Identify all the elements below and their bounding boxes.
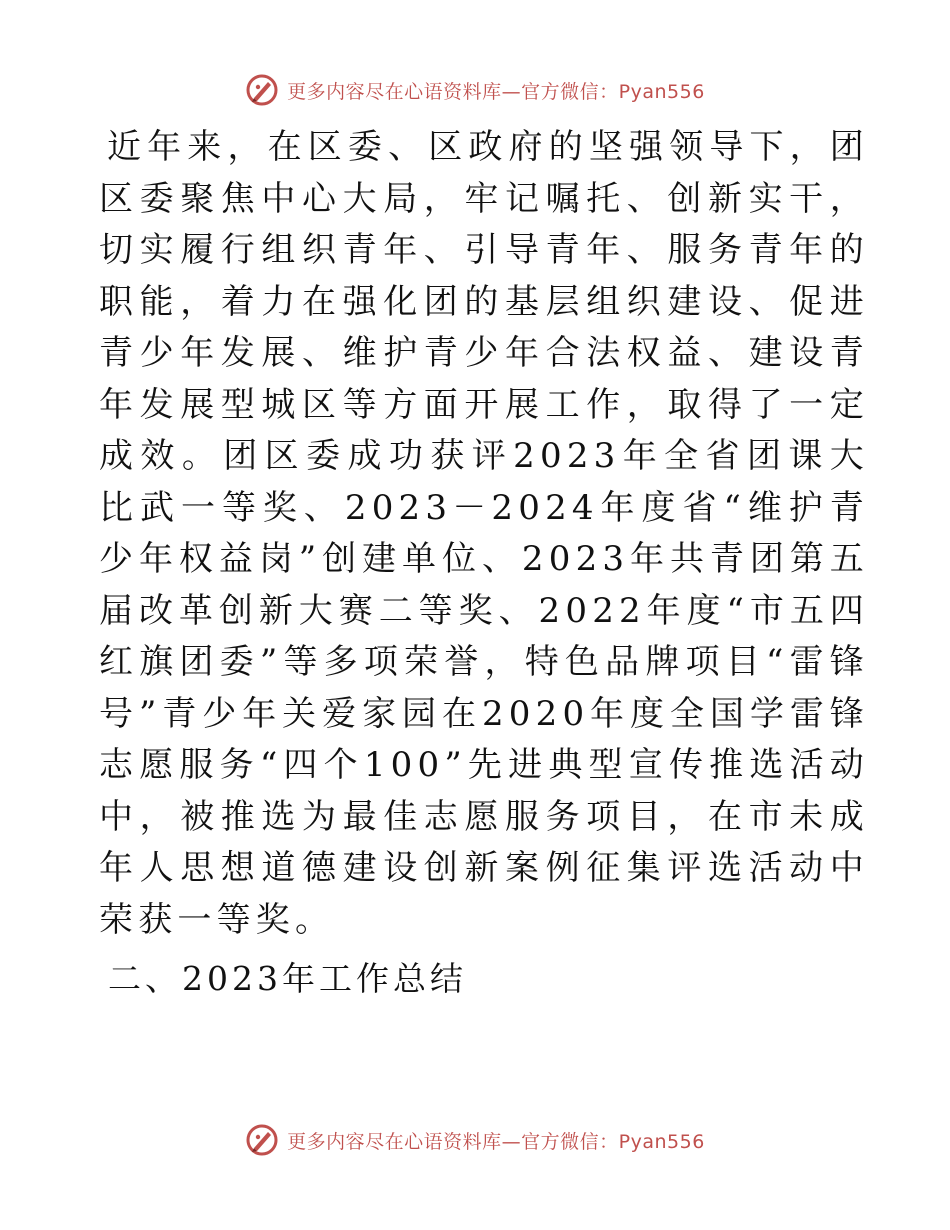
pen-logo-icon — [245, 73, 279, 107]
watermark-text: 更多内容尽在心语资料库—官方微信：Pyan556 — [287, 80, 705, 103]
body-paragraph: 近年来，在区委、区政府的坚强领导下，团区委聚焦中心大局，牢记嘱托、创新实干，切实履行组织青年、引导青年、服务青年的职能，着力在强化团的基层组织建设、促进青少年发展、维护青少年合法权益、建设青年发展型城区等方面开展工作，取得了一定成效。团区委成功获评2023年全省团课大比武一等奖、2023－2024年度省“维护青少年权益岗”创建单位、2023年共青团第五届改革创新大赛二等奖、2022年度“市五四红旗团委”等多项荣誉，特色品牌项目“雷锋号”青少年关爱家园在2020年度全国学雷锋志愿服务“四个100”先进典型宣传推选活动中，被推选为最佳志愿服务项目，在市未成年人思想道德建设创新案例征集评选活动中荣获一等奖。 — [99, 127, 869, 940]
watermark-text: 更多内容尽在心语资料库—官方微信：Pyan556 — [287, 1130, 705, 1153]
watermark-header — [0, 70, 950, 110]
pen-logo-icon — [245, 1123, 279, 1157]
watermark-footer — [0, 1120, 950, 1160]
section-heading: 二、2023年工作总结 — [108, 959, 467, 998]
